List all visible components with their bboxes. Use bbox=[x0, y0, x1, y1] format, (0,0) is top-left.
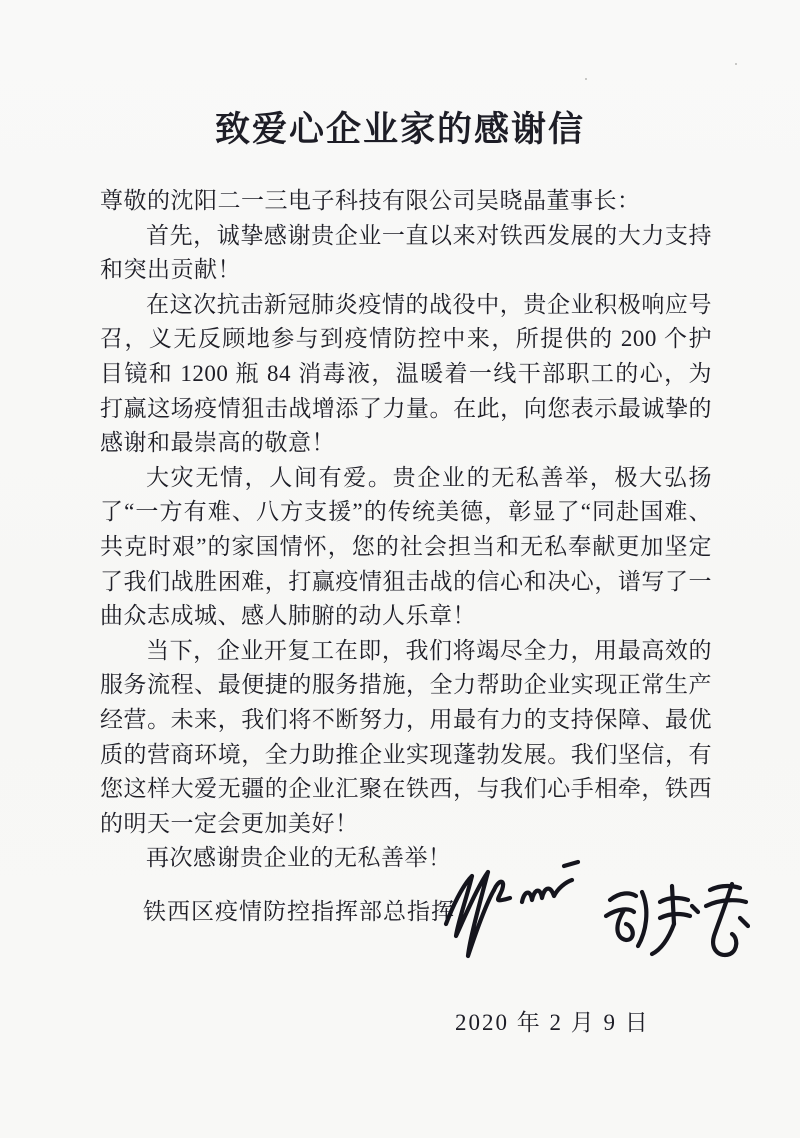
paragraph-1: 首先，诚挚感谢贵企业一直以来对铁西发展的大力支持和突出贡献！ bbox=[100, 222, 712, 283]
letter-date: 2020 年 2 月 9 日 bbox=[455, 1010, 650, 1035]
closing-line: 再次感谢贵企业的无私善举！ bbox=[146, 845, 452, 871]
handwritten-signature-1 bbox=[436, 856, 594, 964]
signer-role-label: 铁西区疫情防控指挥部总指挥 bbox=[143, 899, 455, 924]
salutation-line: 尊敬的沈阳二一三电子科技有限公司吴晓晶董事长： bbox=[100, 188, 641, 213]
paragraph-4: 当下，企业开复工在即，我们将竭尽全力，用最高效的服务流程、最便捷的服务措施，全力帮助企业实现正常生产经营。未来，我们将不断努力，用最有力的支持保障、最优质的营商环境，全力助推企业实现蓬勃发展。我们坚信，有您这样大爱无疆的企业汇聚在铁西，与我们心手相牵，铁西的明天一定会更加美好！ bbox=[100, 637, 712, 836]
paper-speck bbox=[585, 78, 587, 80]
paragraph-3: 大灾无情，人间有爱。贵企业的无私善举，极大弘扬了“一方有难、八方支援”的传统美德，彰显了“同赴国难、共克时艰”的家国情怀，您的社会担当和无私奉献更加坚定了我们战胜困难，打赢疫情狙击战的信心和决心，谱写了一曲众志成城、感人肺腑的动人乐章！ bbox=[100, 464, 712, 629]
paper-speck bbox=[735, 63, 737, 65]
letter-title: 致爱心企业家的感谢信 bbox=[214, 110, 585, 149]
letter-body bbox=[100, 184, 712, 876]
handwritten-signature-2 bbox=[598, 876, 750, 971]
paragraph-2: 在这次抗击新冠肺炎疫情的战役中，贵企业积极响应号召，义无反顾地参与到疫情防控中来，所提供的 200 个护目镜和 1200 瓶 84 消毒液，温暖着一线干部职工的心，为打赢这场疫情狙击战增添了力量。在此，向您表示最诚挚的感谢和最崇高的敬意！ bbox=[100, 291, 712, 456]
